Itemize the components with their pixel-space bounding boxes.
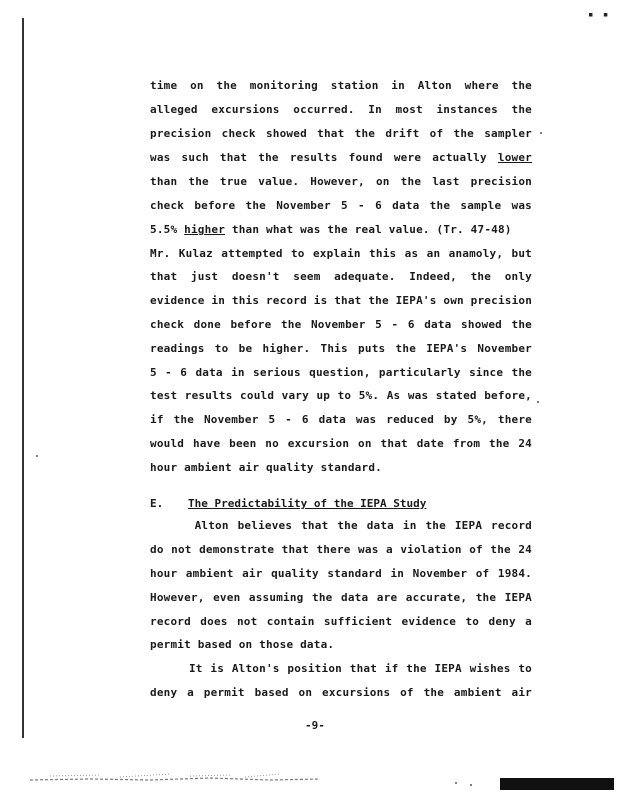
body-line: evidence in this record is that the IEPA's own precision xyxy=(150,294,533,307)
scan-speck xyxy=(540,132,542,134)
emphasis-lower: lower xyxy=(497,151,532,164)
body-line: do not demonstrate that there was a violation of the 24 xyxy=(150,543,532,556)
scan-speck xyxy=(537,401,539,403)
body-line: hour ambient air quality standard in November of 1984. xyxy=(150,567,532,580)
body-line: Mr. Kulaz attempted to explain this as an anamoly, but xyxy=(150,247,532,260)
body-text: was such that the results found were actually xyxy=(150,151,498,164)
body-line: readings to be higher. This puts the IEPA's November xyxy=(150,342,532,355)
body-line: check before the November 5 - 6 data the sample was xyxy=(150,199,532,212)
body-line: record does not contain sufficient evidence to deny a xyxy=(150,615,532,628)
body-line: test results could vary up to 5%. As was stated before, xyxy=(150,389,532,402)
emphasis-higher: higher xyxy=(184,223,226,236)
body-line: However, even assuming the data are accurate, the IEPA xyxy=(150,591,532,604)
body-line: that just doesn't seem adequate. Indeed, the only xyxy=(150,270,532,283)
body-line: precision check showed that the drift of the sampler xyxy=(150,127,532,140)
scan-noise xyxy=(30,770,320,782)
scan-speck xyxy=(470,784,472,786)
scan-speck xyxy=(36,455,38,457)
body-line: Alton believes that the data in the IEPA record xyxy=(150,519,532,532)
body-line: if the November 5 - 6 data was reduced by 5%, there xyxy=(150,413,532,426)
corner-mark: ▪ ▪ xyxy=(588,10,611,20)
left-margin-rule xyxy=(22,18,24,738)
body-line: deny a permit based on excursions of the ambient air xyxy=(150,686,532,699)
body-line: time on the monitoring station in Alton where the xyxy=(150,79,532,92)
body-text: than what was the real value. (Tr. 47-48) xyxy=(225,223,512,236)
body-line: alleged excursions occurred. In most instances the xyxy=(150,103,532,116)
scan-edge-bar xyxy=(500,778,614,790)
body-line: than the true value. However, on the last precision xyxy=(150,175,532,188)
body-line: It is Alton's position that if the IEPA wishes to xyxy=(150,662,532,675)
body-line xyxy=(150,151,532,165)
body-text: 5.5% xyxy=(150,223,185,236)
body-line: permit based on those data. xyxy=(150,638,335,651)
section-title: The Predictability of the IEPA Study xyxy=(188,497,427,510)
body-line: hour ambient air quality standard. xyxy=(150,461,382,474)
page-number: -9- xyxy=(305,719,325,732)
scan-speck xyxy=(455,782,457,784)
body-line: would have been no excursion on that date from the 24 xyxy=(150,437,532,450)
body-line: check done before the November 5 - 6 data showed the xyxy=(150,318,532,331)
section-letter: E. xyxy=(150,497,164,510)
body-line xyxy=(150,223,532,237)
body-line: 5 - 6 data in serious question, particularly since the xyxy=(150,366,532,379)
